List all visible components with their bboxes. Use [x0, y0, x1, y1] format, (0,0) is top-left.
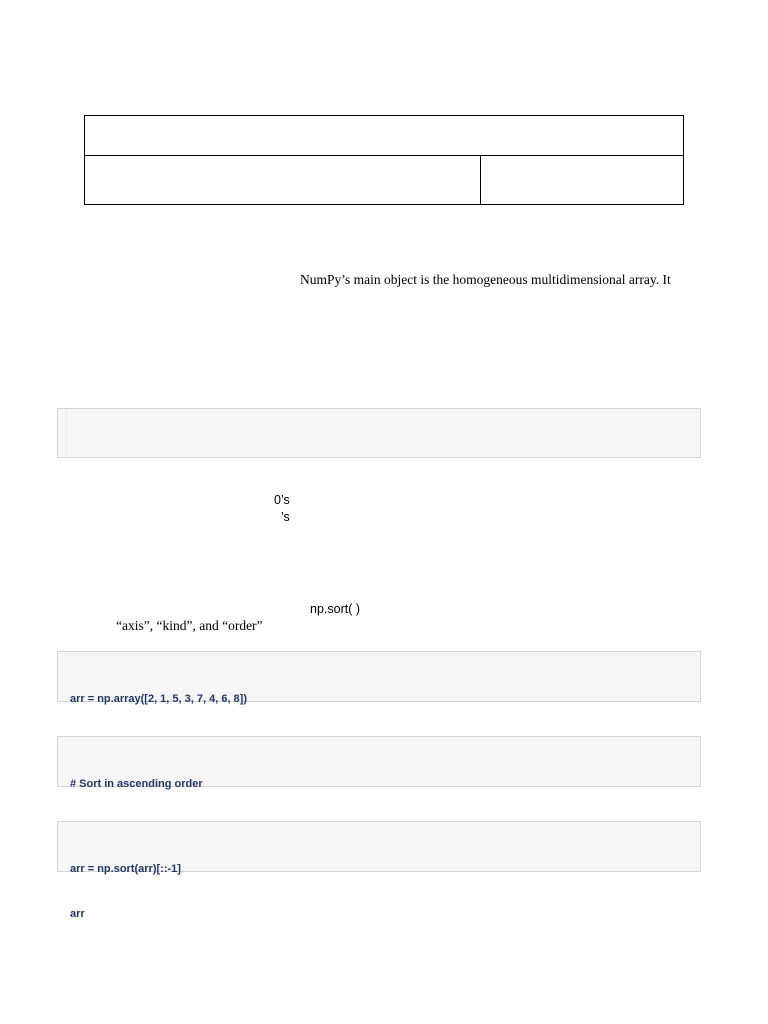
code-block-empty	[57, 408, 701, 458]
code-comment: # Sort in ascending order	[70, 778, 203, 790]
code-line: arr = np.array([2, 1, 5, 3, 7, 4, 6, 8])	[70, 693, 248, 705]
code-block-gutter	[66, 409, 67, 457]
intro-text: NumPy’s main object is the homogeneous multidimensional array. It	[300, 272, 671, 287]
code-block-sort-ascending	[57, 736, 701, 790]
code-line: arr	[70, 908, 85, 920]
header-table-title-cell	[85, 116, 683, 156]
code-block-array	[57, 651, 701, 705]
sort-function-name: np.sort( )	[310, 602, 361, 616]
header-table	[84, 115, 684, 205]
code-block-sort-descending	[57, 821, 701, 920]
code-line: arr = np.sort(arr)[::-1]	[70, 863, 181, 875]
sort-parameters: “axis”, “kind”, and “order”	[116, 618, 263, 633]
zeros-note: 0’s	[274, 493, 290, 507]
header-table-right-cell	[480, 155, 481, 204]
ones-note: ’s	[281, 510, 290, 524]
